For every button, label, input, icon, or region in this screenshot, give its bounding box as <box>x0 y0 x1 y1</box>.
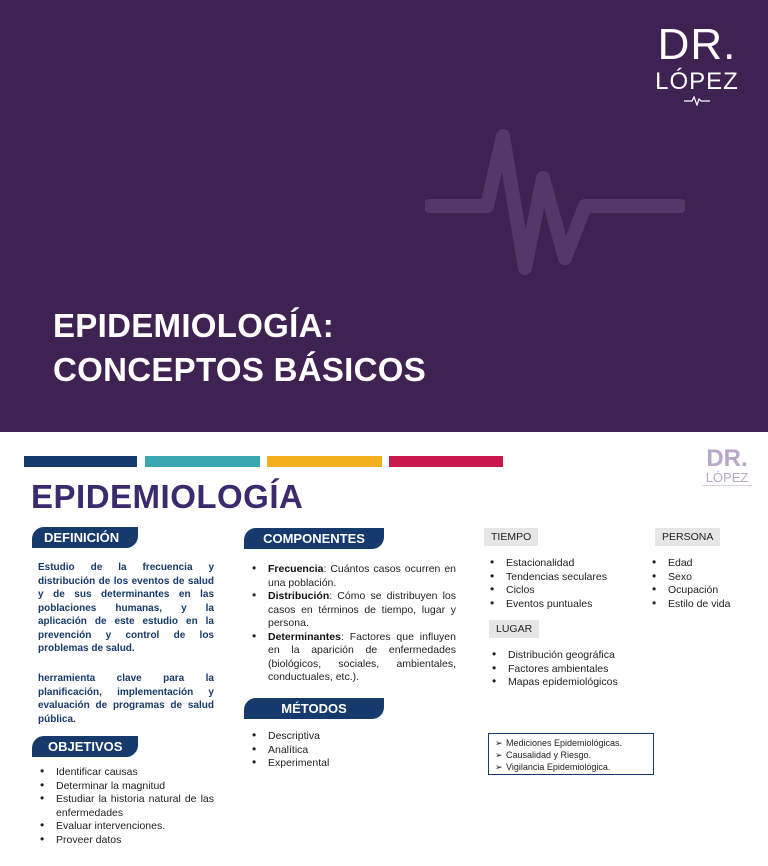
tiempo-heading: TIEMPO <box>484 528 538 546</box>
componentes-text-distribucion: : Cómo se distribuyen los casos en términos de tiempo, lugar y persona. <box>268 590 456 629</box>
list-item <box>250 590 456 631</box>
hero-banner <box>0 0 768 432</box>
heartbeat-icon <box>684 96 710 106</box>
stripe-red <box>389 456 503 467</box>
componentes-term-frecuencia: Frecuencia <box>268 563 324 575</box>
list-item: • Estudiar la historia natural de las enfermedades <box>38 793 214 820</box>
arrow-bullet-icon: ➢ <box>495 750 503 760</box>
logo-line1: DR. <box>657 20 737 69</box>
list-item: • Determinar la magnitud <box>38 780 214 794</box>
componentes-term-distribucion: Distribución <box>268 590 330 602</box>
persona-heading: PERSONA <box>655 528 720 546</box>
lugar-list <box>490 649 640 690</box>
list-item <box>495 737 647 749</box>
logo-small-line1: DR. <box>706 445 748 472</box>
list-item: • Evaluar intervenciones. <box>38 820 214 834</box>
brand-logo <box>651 22 743 106</box>
heartbeat-watermark-icon <box>425 118 685 298</box>
hero-title <box>53 304 426 392</box>
logo-small-line2: LÓPEZ <box>705 470 749 485</box>
definicion-paragraph-1: Estudio de la frecuencia y distribución de los eventos de salud y de sus determinantes en las poblaciones humanas, y la aplicación de este estudio en la prevención y control de los problemas de salud. <box>38 562 214 654</box>
list-item: • Ciclos <box>488 584 628 598</box>
list-item: • Estilo de vida <box>650 598 760 612</box>
mediciones-item: Causalidad y Riesgo. <box>506 750 592 760</box>
list-item: • Proveer datos <box>38 834 214 848</box>
componentes-text-determinantes: : Factores que influyen en la aparición de enfermedades (biológicos, sociales, ambientales, conductuales, etc.). <box>268 630 456 683</box>
hero-title-line1: EPIDEMIOLOGÍA: <box>53 307 335 344</box>
componentes-list <box>250 563 456 685</box>
list-item: • Descriptiva <box>250 730 400 744</box>
list-item <box>495 749 647 761</box>
stripe-teal <box>145 456 260 467</box>
metodos-list <box>250 730 400 771</box>
list-item: • Identificar causas <box>38 766 214 780</box>
persona-list <box>650 557 760 611</box>
mediciones-item: Mediciones Epidemiológicas. <box>506 738 623 748</box>
list-item <box>495 761 647 773</box>
list-item: • Edad <box>650 557 760 571</box>
componentes-term-determinantes: Determinantes <box>268 630 341 643</box>
list-item: • Factores ambientales <box>490 663 640 677</box>
stripe-yellow <box>267 456 382 467</box>
list-item: • Estacionalidad <box>488 557 628 571</box>
tiempo-list <box>488 557 628 611</box>
stripe-navy <box>24 456 137 467</box>
list-item: • Analítica <box>250 744 400 758</box>
definicion-paragraph-2: herramienta clave para la planificación, implementación y evaluación de programas de salud pública. <box>38 673 214 725</box>
metodos-heading: MÉTODOS <box>244 698 384 719</box>
componentes-heading: COMPONENTES <box>244 528 384 549</box>
objetivos-list <box>38 766 214 847</box>
list-item: • Ocupación <box>650 584 760 598</box>
mediciones-box <box>488 733 654 775</box>
list-item: • Mapas epidemiológicos <box>490 676 640 690</box>
list-item: • Experimental <box>250 757 400 771</box>
main-title: EPIDEMIOLOGÍA <box>31 478 304 515</box>
list-item: • Distribución geográfica <box>490 649 640 663</box>
lugar-heading: LUGAR <box>489 620 539 638</box>
logo-line2: LÓPEZ <box>655 68 739 95</box>
objetivos-heading: OBJETIVOS <box>32 736 138 757</box>
brand-logo-small <box>702 447 752 486</box>
mediciones-item: Vigilancia Epidemiológica. <box>506 762 611 772</box>
list-item: • Eventos puntuales <box>488 598 628 612</box>
list-item <box>250 631 456 685</box>
list-item: • Tendencias seculares <box>488 571 628 585</box>
arrow-bullet-icon: ➢ <box>495 762 503 772</box>
definicion-heading: DEFINICIÓN <box>32 527 138 548</box>
arrow-bullet-icon: ➢ <box>495 738 503 748</box>
componentes-text-frecuencia: : Cuántos casos ocurren en una población. <box>268 563 456 589</box>
hero-title-line2: CONCEPTOS BÁSICOS <box>53 351 427 388</box>
list-item <box>250 563 456 590</box>
list-item: • Sexo <box>650 571 760 585</box>
